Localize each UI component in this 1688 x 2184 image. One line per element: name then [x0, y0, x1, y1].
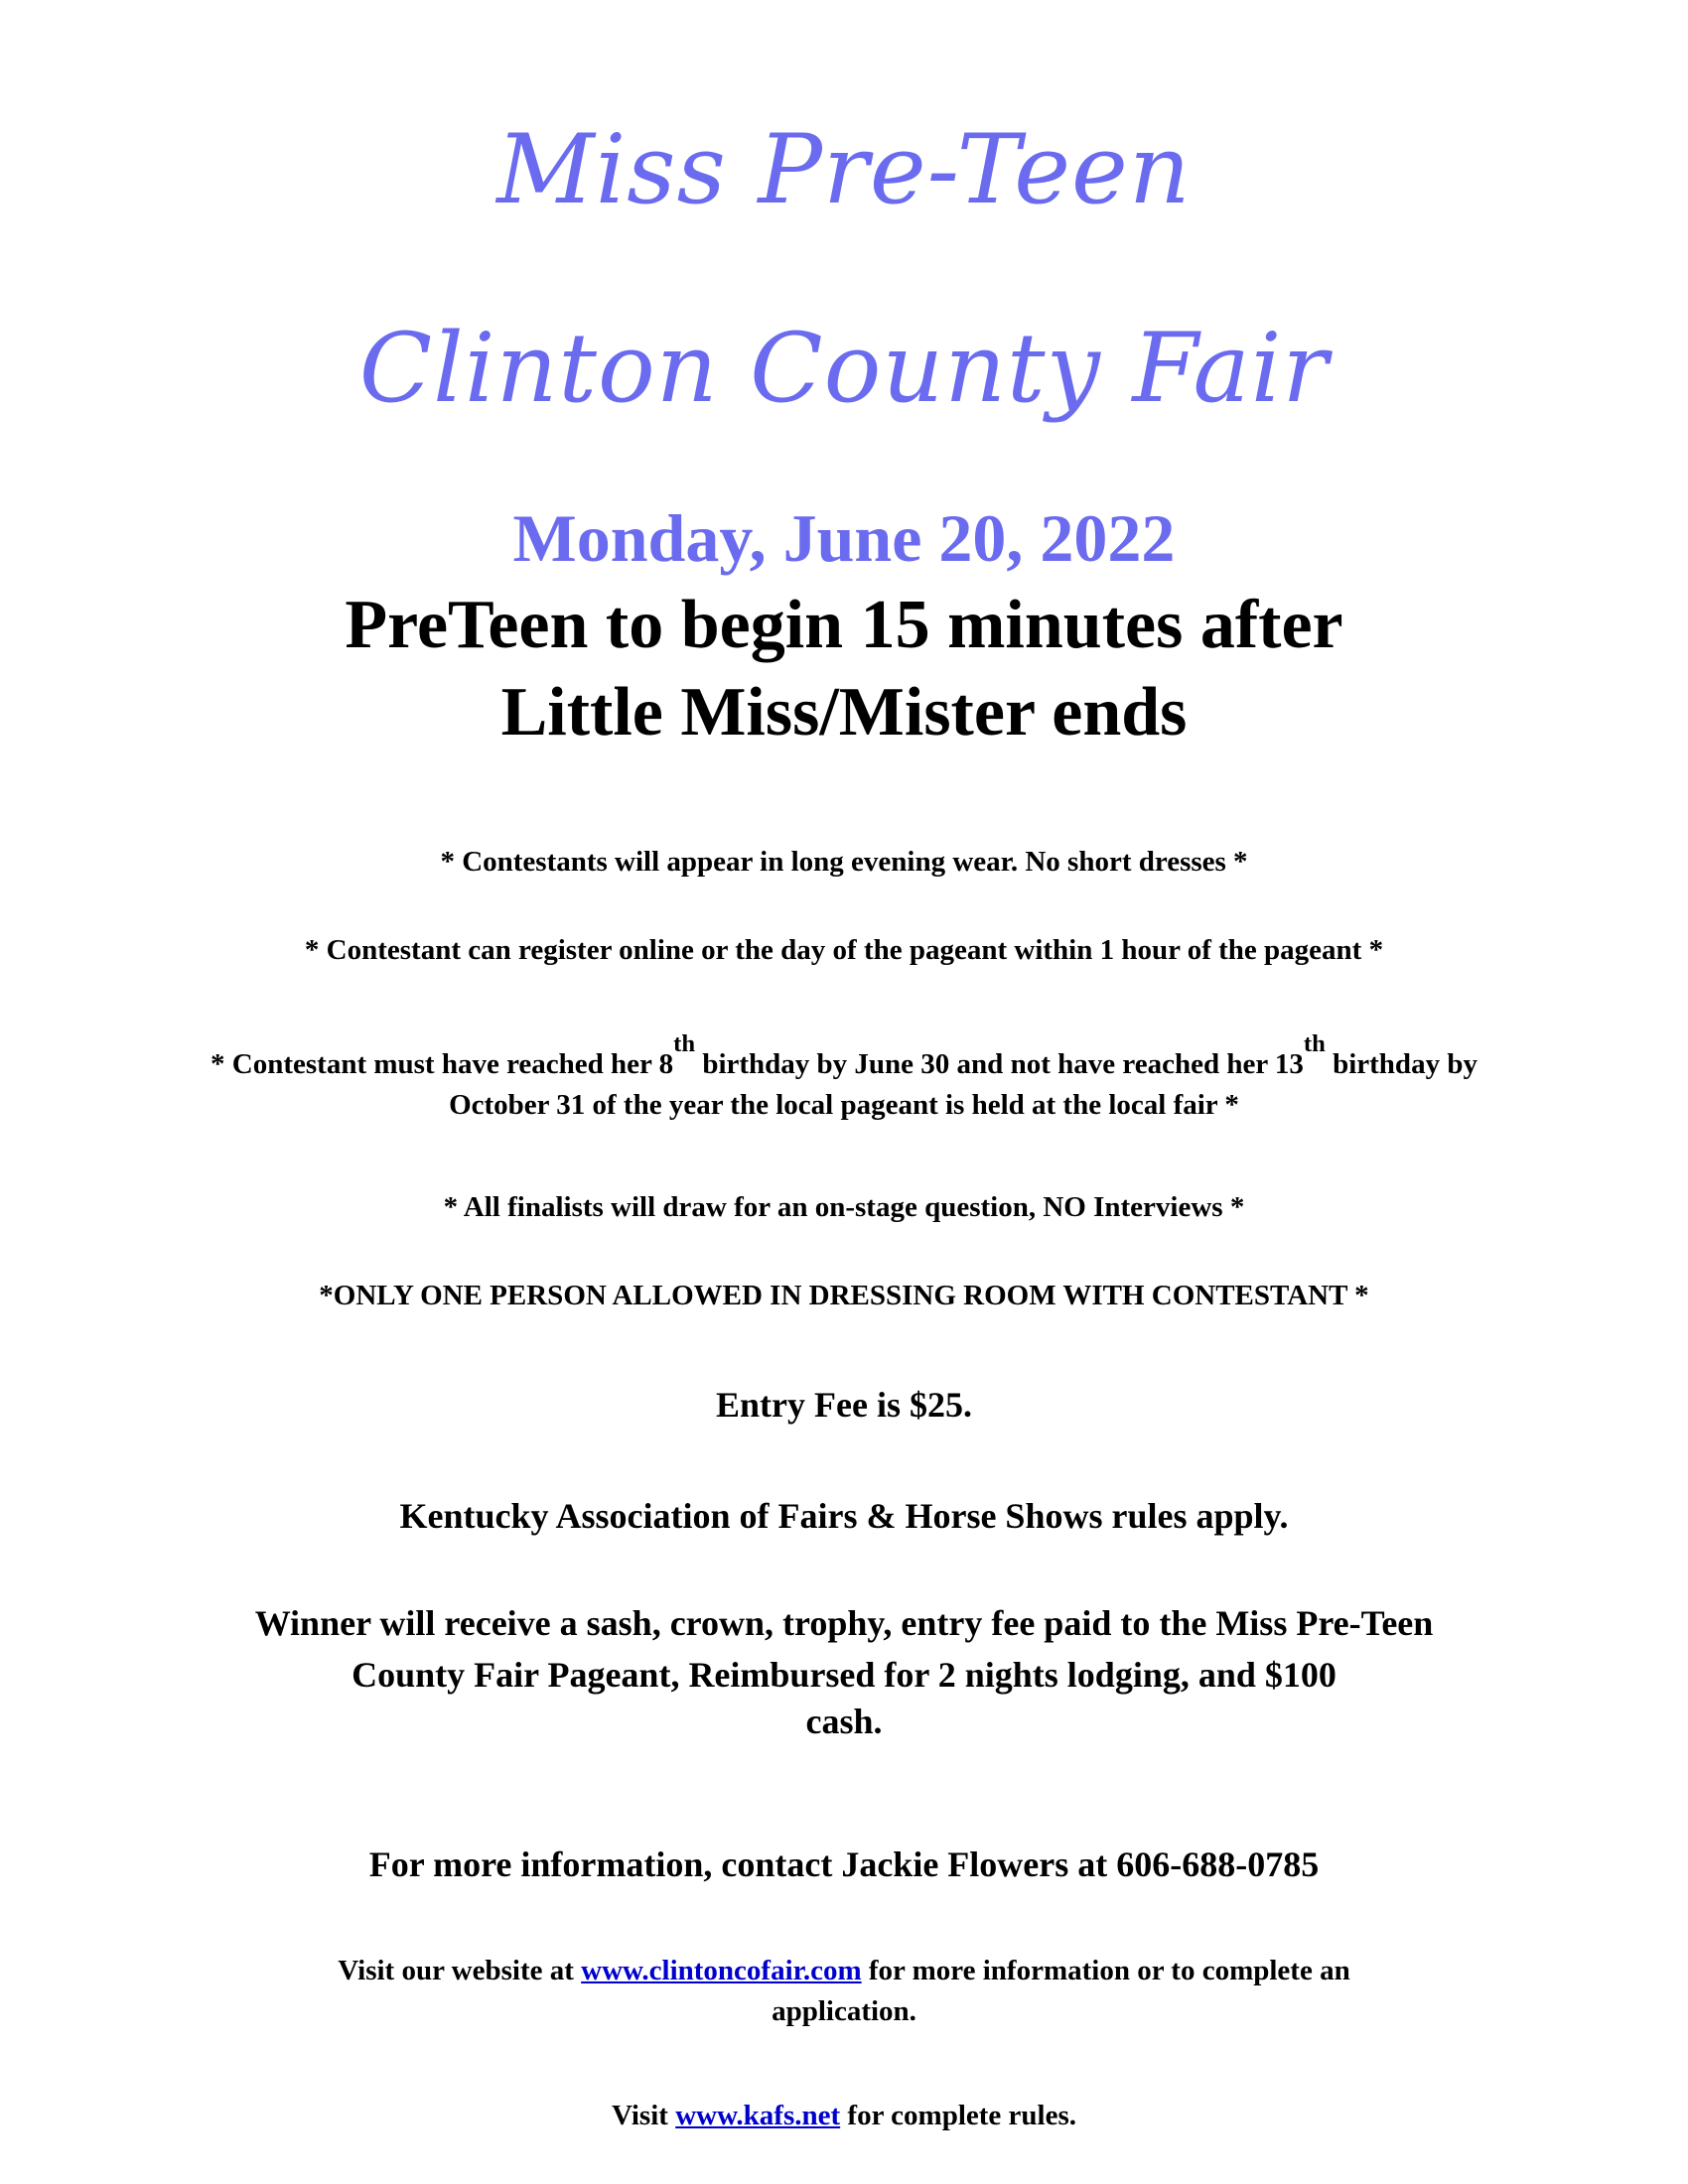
rule-age-text-2: birthday by June 30 and not have reached her 13 [695, 1048, 1304, 1080]
website-suffix: for more information or to complete an [861, 1955, 1350, 1986]
start-time-line-2: Little Miss/Mister ends [500, 674, 1188, 751]
website-prefix: Visit our website at [338, 1955, 582, 1986]
website-line-1 [0, 1955, 1688, 1987]
rule-age-text-3: birthday by [1325, 1048, 1477, 1080]
kafs-line [0, 2100, 1688, 2132]
rule-evening-wear: * Contestants will appear in long evening wear. No short dresses * [440, 846, 1248, 878]
kafs-prefix: Visit [612, 2100, 676, 2131]
rule-age-line-1 [0, 1030, 1688, 1081]
rule-registration: * Contestant can register online or the day of the pageant within 1 hour of the pageant * [304, 934, 1384, 966]
contact-info: For more information, contact Jackie Flowers at 606-688-0785 [368, 1844, 1320, 1884]
prize-line-2: County Fair Pageant, Reimbursed for 2 nights lodging, and $100 [352, 1655, 1336, 1695]
rule-age-line-2: October 31 of the year the local pageant is held at the local fair * [449, 1089, 1239, 1121]
prize-line-1: Winner will receive a sash, crown, trophy, entry fee paid to the Miss Pre-Teen [254, 1603, 1434, 1643]
website-line-2: application. [772, 1995, 916, 2027]
event-date: Monday, June 20, 2022 [512, 500, 1176, 576]
rule-age-sup-2: th [1303, 1030, 1326, 1057]
rule-age-sup-1: th [673, 1030, 696, 1057]
kafs-suffix: for complete rules. [840, 2100, 1076, 2131]
entry-fee: Entry Fee is $25. [716, 1385, 972, 1425]
rule-dressing-room: *ONLY ONE PERSON ALLOWED IN DRESSING ROOM WITH CONTESTANT * [319, 1280, 1369, 1311]
rule-age-text-1: * Contestant must have reached her 8 [211, 1048, 674, 1080]
prize-line-3: cash. [805, 1702, 883, 1741]
clintoncofair-link[interactable]: www.clintoncofair.com [581, 1955, 862, 1986]
kafs-rules-apply: Kentucky Association of Fairs & Horse Shows rules apply. [399, 1496, 1289, 1536]
title-line-1: Miss Pre-Teen [496, 114, 1192, 225]
rule-on-stage-question: * All finalists will draw for an on-stage question, NO Interviews * [443, 1191, 1245, 1223]
title-line-2: Clinton County Fair [358, 313, 1330, 424]
start-time-line-1: PreTeen to begin 15 minutes after [345, 587, 1343, 663]
kafs-link[interactable]: www.kafs.net [675, 2100, 841, 2131]
